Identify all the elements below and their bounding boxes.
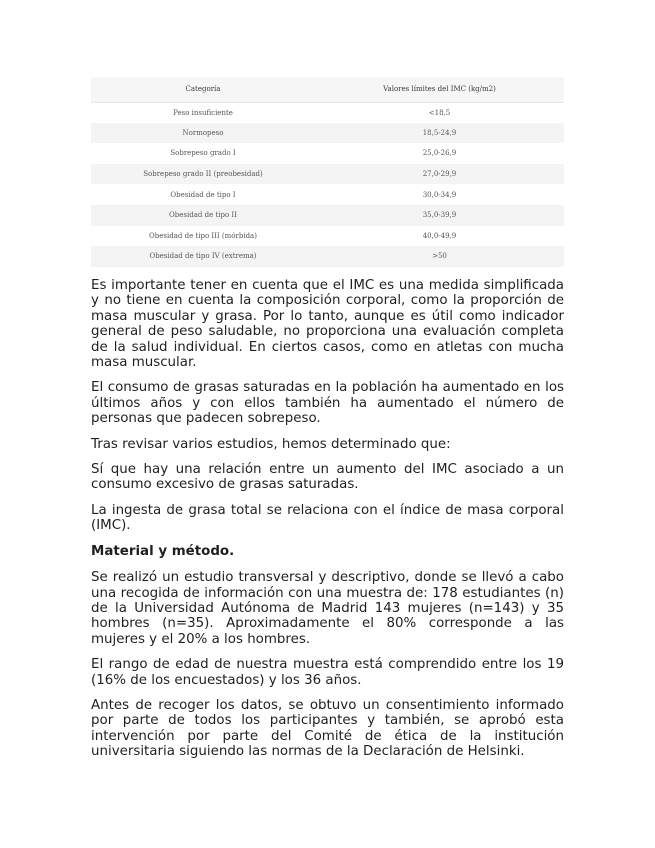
paragraph-finding-total-fat: La ingesta de grasa total se relaciona con el índice de masa corporal (IMC).	[91, 502, 564, 534]
table-cell-imc-range: 18,5-24,9	[422, 128, 457, 137]
paragraph-imc-limitations: Es importante tener en cuenta que el IMC es una medida simplificada y no tiene en cuenta la composición corporal, como la proporción de masa muscular y grasa. Por lo tanto, aunque es útil como indicador general de peso saludable, no proporciona una evaluación completa de la salud individual. En ciertos casos, como en atletas con mucha masa muscular.	[91, 278, 564, 371]
table-cell-category: Sobrepeso grado II (preobesidad)	[143, 170, 263, 179]
table-cell-imc-range: 27,0-29,9	[422, 170, 457, 179]
paragraph-studies-intro: Tras revisar varios estudios, hemos determinado que:	[91, 436, 451, 452]
table-cell-category: Obesidad de tipo III (mórbida)	[149, 231, 257, 240]
table-row	[91, 102, 564, 123]
table-row	[91, 246, 564, 267]
table-cell-imc-range: 35,0-39,9	[422, 211, 457, 220]
section-heading-material-method: Material y método.	[91, 543, 235, 559]
table-cell-category: Normopeso	[182, 128, 224, 137]
paragraph-informed-consent: Antes de recoger los datos, se obtuvo un consentimiento informado por parte de todos los participantes y también, se aprobó esta intervención por parte del Comité de ética de la institución universitaria siguiendo las normas de la Declaración de Helsinki.	[91, 697, 564, 760]
table-cell-imc-range: 40,0-49,9	[422, 231, 457, 240]
table-row	[91, 184, 564, 205]
table-cell-imc-range: >50	[432, 252, 447, 261]
table-row	[91, 226, 564, 247]
paragraph-study-design: Se realizó un estudio transversal y descriptivo, donde se llevó a cabo una recogida de información con una muestra de: 178 estudiantes (n) de la Universidad Autónoma de Madrid 143 mujeres (n=143) y 35 hombres (n=35). Aproximadamente el 80% corresponde a las mujeres y el 20% a los hombres.	[91, 570, 564, 647]
table-row	[91, 164, 564, 185]
column-header-category: Categoría	[185, 85, 221, 94]
table-header-row	[91, 77, 564, 102]
column-header-imc-limits: Valores límites del IMC (kg/m2)	[383, 85, 496, 94]
table-cell-category: Obesidad de tipo I	[170, 190, 236, 199]
body-text	[91, 278, 564, 770]
table-row	[91, 205, 564, 226]
table-cell-imc-range: 25,0-26,9	[422, 149, 457, 158]
paragraph-age-range: El rango de edad de nuestra muestra está comprendido entre los 19 (16% de los encuestados) y los 36 años.	[91, 657, 564, 688]
table-cell-category: Obesidad de tipo IV (extrema)	[149, 252, 257, 261]
table-cell-category: Sobrepeso grado I	[170, 149, 236, 158]
table-cell-category: Obesidad de tipo II	[169, 211, 237, 220]
imc-classification-table	[91, 77, 564, 267]
table-row	[91, 143, 564, 164]
table-cell-category: Peso insuficiente	[173, 108, 233, 117]
table-row	[91, 123, 564, 144]
table-cell-imc-range: <18,5	[428, 108, 451, 117]
paragraph-saturated-fat-consumption: El consumo de grasas saturadas en la población ha aumentado en los últimos años y con ellos también ha aumentado el número de personas que padecen sobrepeso.	[91, 380, 564, 427]
paragraph-finding-imc-relation: Sí que hay una relación entre un aumento del IMC asociado a un consumo excesivo de grasas saturadas.	[91, 462, 564, 493]
table-cell-imc-range: 30,0-34,9	[422, 190, 457, 199]
